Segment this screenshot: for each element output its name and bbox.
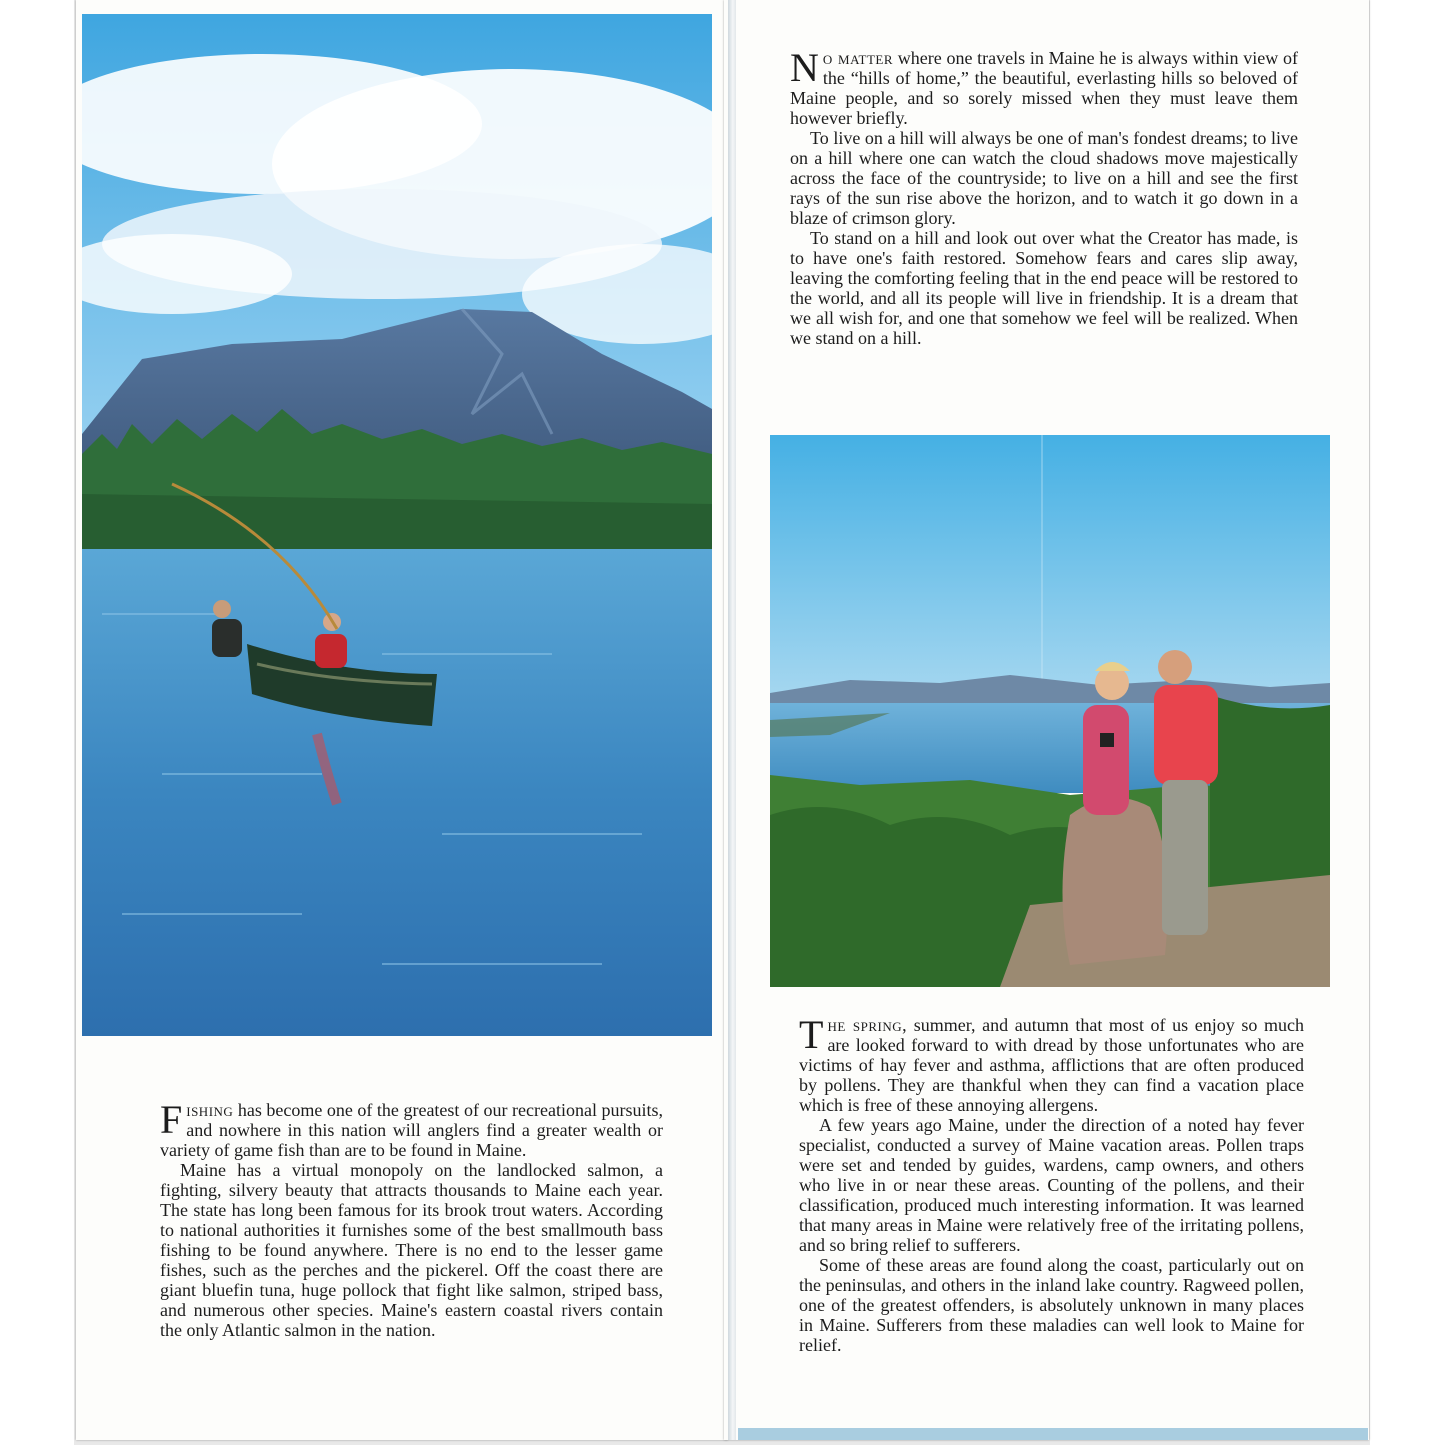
fishing-paragraph-2: Maine has a virtual monopoly on the landlocked salmon, a fighting, silvery beauty that attracts thousands to Maine each year. The state has long been famous for its brook trout waters. According to national authorities it furnishes some of the best smallmouth bass fishing to be found anywhere. There is no end to the lesser game fishes, such as the perches and the pickerel. Off the coast there are giant bluefin tuna, huge pollock that fight like salmon, striped bass, and numerous other species. Maine's eastern coastal rivers contain the only Atlantic salmon in the nation. <box>160 1160 663 1340</box>
lead-word: ishing <box>186 1100 234 1120</box>
fishing-paragraph-1 <box>160 1097 663 1160</box>
spring-paragraph-1 <box>799 1012 1304 1115</box>
spring-paragraph-3: Some of these areas are found along the coast, particularly out on the peninsulas, and others in the inland lake country. Ragweed pollen, one of the greatest offenders, is absolutely unknown in many places in Maine. Sufferers from these maladies can well look to Maine for relief. <box>799 1255 1304 1355</box>
hills-paragraph-2: To live on a hill will always be one of man's fondest dreams; to live on a hill where one can watch the cloud shadows move majestically across the face of the countryside; to live on a hill and see the first rays of the sun rise above the horizon, and to watch it go down in a blaze of crimson glory. <box>790 128 1298 228</box>
lead-word: he spring, <box>827 1015 908 1035</box>
spring-article <box>799 1012 1304 1355</box>
lead-text: has become one of the greatest of our recreational pursuits, and nowhere in this nation will anglers find a greater wealth or variety of game fish than are to be found in Maine. <box>160 1100 663 1160</box>
fishing-canoe-photo <box>82 14 712 1036</box>
lead-text: where one travels in Maine he is always within view of the “hills of home,” the beautiful, everlasting hills so beloved of Maine people, and so sorely missed when they must leave them however briefly. <box>790 48 1298 128</box>
right-page <box>724 0 1369 1440</box>
dropcap: T <box>799 1012 824 1057</box>
hills-paragraph-1 <box>790 45 1298 128</box>
hills-article <box>790 45 1298 348</box>
couple-overlook-photo <box>770 435 1330 987</box>
page-fold <box>728 0 736 1440</box>
lead-word: o matter <box>822 48 894 68</box>
fishing-article <box>160 1097 663 1340</box>
dropcap: F <box>160 1097 183 1142</box>
hills-paragraph-3: To stand on a hill and look out over what the Creator has made, is to have one's faith restored. Somehow fears and cares slip away, leaving the comforting feeling that in the end peace will be restored to the world, and all its people will live in friendship. It is a dream that we all wish for, and one that somehow we feel will be realized. When we stand on a hill. <box>790 228 1298 348</box>
cover-edge <box>738 1428 1368 1440</box>
dropcap: N <box>790 45 819 90</box>
lead-text: summer, and autumn that most of us enjoy so much are looked forward to with dread by those unfortunates who are victims of hay fever and asthma, afflictions that are often produced by pollens. They are thankful when they can find a vacation place which is free of these annoying allergens. <box>799 1015 1304 1115</box>
left-page <box>76 0 728 1440</box>
spring-paragraph-2: A few years ago Maine, under the direction of a noted hay fever specialist, conducted a survey of Maine vacation areas. Pollen traps were set and tended by guides, wardens, camp owners, and others who live in or near these areas. Counting of the pollens, and their classification, produced much interesting information. It was learned that many areas in Maine were relatively free of the irritating pollens, and so bring relief to sufferers. <box>799 1115 1304 1255</box>
